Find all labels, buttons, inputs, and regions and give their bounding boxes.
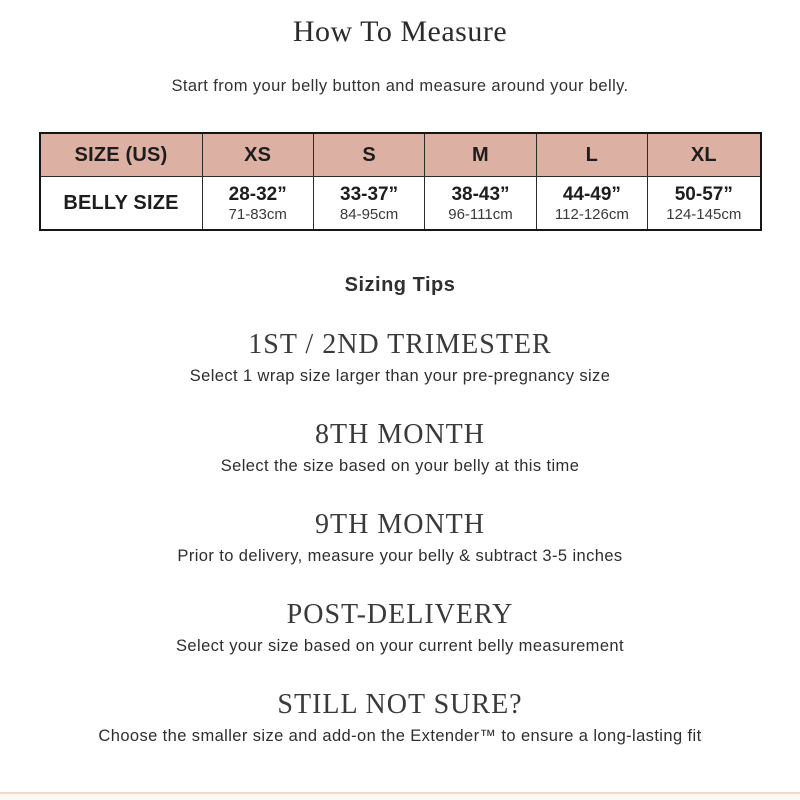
tip-section-still-not-sure [0, 687, 800, 747]
bottom-strip [0, 794, 800, 800]
tip-text-9th-month: Prior to delivery, measure your belly & subtract 3-5 inches [177, 547, 623, 565]
size-cell-xl [648, 177, 759, 229]
m-cm-value: 96-111cm [448, 205, 513, 223]
xl-inches-value: 50-57” [674, 183, 733, 205]
size-cell-m [425, 177, 536, 229]
tip-title-9th-month: 9TH MONTH [315, 509, 485, 540]
sizing-tips-heading: Sizing Tips [344, 274, 456, 296]
size-cell-l [537, 177, 648, 229]
tip-section-8th-month [0, 417, 800, 477]
page-subtitle: Start from your belly button and measure around your belly. [171, 77, 629, 95]
tip-text-trimester: Select 1 wrap size larger than your pre-pregnancy size [189, 367, 611, 385]
size-table-header-size-us: SIZE (US) [41, 134, 203, 177]
page-title: How To Measure [292, 15, 508, 48]
tip-title-post-delivery: POST-DELIVERY [286, 599, 514, 630]
s-inches-value: 33-37” [340, 183, 399, 205]
belly-size-label: BELLY SIZE [63, 191, 179, 214]
size-table-header-xs: XS [203, 134, 314, 177]
size-table-header-s: S [314, 134, 425, 177]
m-inches-value: 38-43” [451, 183, 510, 205]
s-cm-value: 84-95cm [339, 205, 399, 223]
tip-title-still-not-sure: STILL NOT SURE? [277, 689, 523, 720]
l-cm-value: 112-126cm [554, 205, 629, 223]
xl-cm-value: 124-145cm [666, 205, 742, 223]
tip-section-post-delivery [0, 597, 800, 657]
tip-title-8th-month: 8TH MONTH [315, 419, 485, 450]
size-table [39, 132, 762, 231]
size-table-header-l: L [537, 134, 648, 177]
tip-text-post-delivery: Select your size based on your current belly measurement [176, 637, 624, 655]
size-table-row-label [41, 177, 203, 229]
tip-text-8th-month: Select the size based on your belly at this time [220, 457, 580, 475]
size-table-header-xl: XL [648, 134, 759, 177]
xs-cm-value: 71-83cm [228, 205, 287, 223]
size-table-header-m: M [425, 134, 536, 177]
tip-section-9th-month [0, 507, 800, 567]
tip-text-still-not-sure: Choose the smaller size and add-on the Extender™ to ensure a long-lasting fit [98, 727, 702, 745]
size-cell-xs [203, 177, 314, 229]
size-cell-s [314, 177, 425, 229]
xs-inches-value: 28-32” [228, 183, 287, 205]
tip-title-trimester: 1ST / 2ND TRIMESTER [248, 329, 552, 360]
l-inches-value: 44-49” [562, 183, 621, 205]
tip-section-trimester [0, 327, 800, 387]
